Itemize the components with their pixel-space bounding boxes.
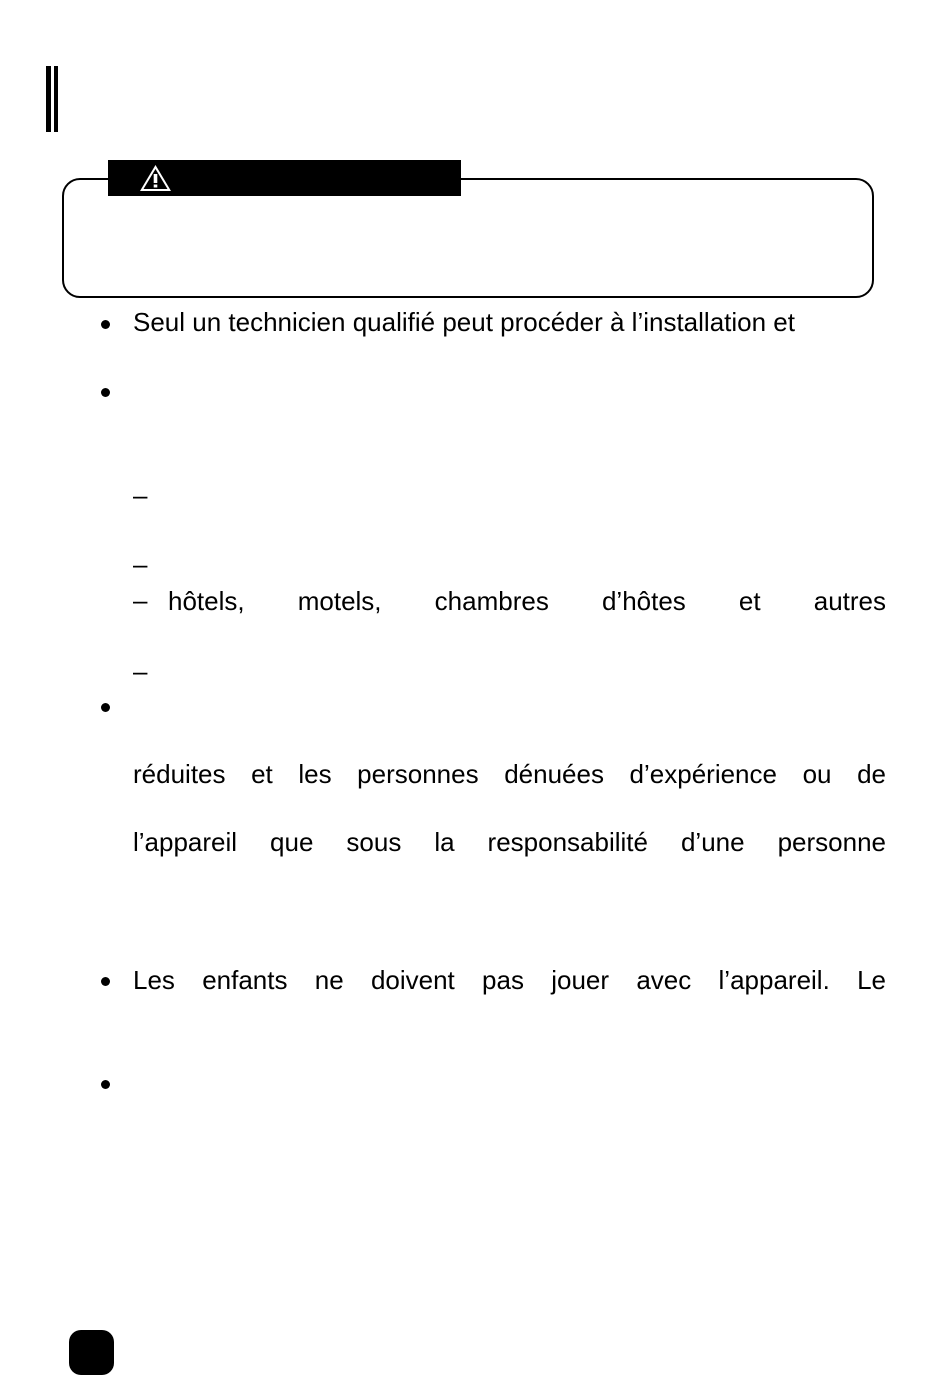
text-appareil: l’appareil que sous la responsabilité d’une personne xyxy=(133,827,886,857)
bullet-icon xyxy=(101,1080,110,1089)
dash-marker: – xyxy=(133,656,148,686)
dash-marker: – xyxy=(133,585,148,615)
text-reduced: réduites et les personnes dénuées d’expérience ou de xyxy=(133,759,886,789)
warning-triangle-icon xyxy=(139,164,172,192)
bullet-icon xyxy=(101,320,110,329)
page-number-marker xyxy=(69,1330,114,1375)
text-installation: Seul un technicien qualifié peut procéder à l’installation et xyxy=(133,307,795,337)
dash-marker: – xyxy=(133,549,148,579)
warning-box xyxy=(62,178,874,298)
text-hotels: hôtels, motels, chambres d’hôtes et autres xyxy=(168,586,886,616)
text-enfants: Les enfants ne doivent pas jouer avec l’appareil. Le xyxy=(133,965,886,995)
bullet-icon xyxy=(101,977,110,986)
section-header-bar xyxy=(46,66,59,132)
header-bar-thick-line xyxy=(46,66,51,132)
warning-tab xyxy=(108,160,461,196)
header-bar-thin-line xyxy=(54,66,58,132)
bullet-icon xyxy=(101,388,110,397)
dash-marker: – xyxy=(133,480,148,510)
bullet-icon xyxy=(101,703,110,712)
